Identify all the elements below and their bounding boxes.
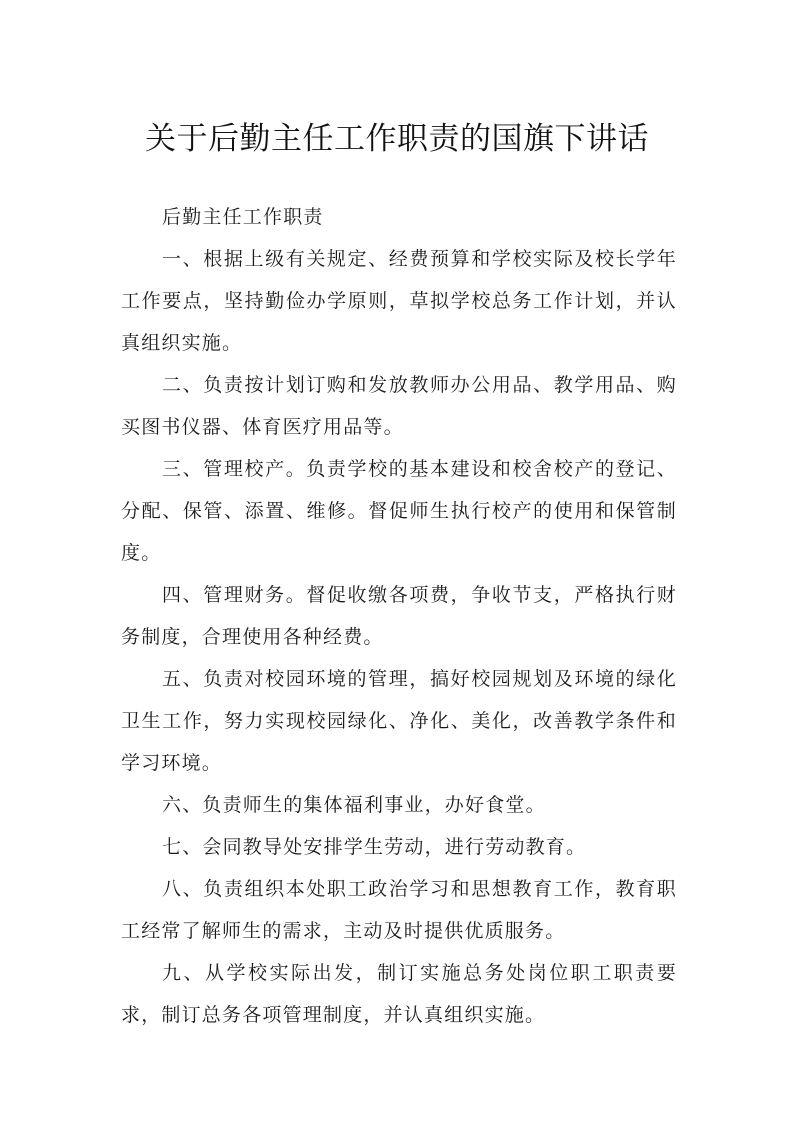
paragraph: 八、负责组织本处职工政治学习和思想教育工作，教育职工经常了解师生的需求，主动及时提供优质服务。	[121, 878, 677, 942]
paragraph: 三、管理校产。负责学校的基本建设和校舍校产的登记、分配、保管、添置、维修。督促师生执行校产的使用和保管制度。	[121, 458, 677, 564]
paragraph: 一、根据上级有关规定、经费预算和学校实际及校长学年工作要点，坚持勤俭办学原则，草拟学校总务工作计划，并认真组织实施。	[121, 248, 677, 354]
paragraph: 五、负责对校园环境的管理，搞好校园规划及环境的绿化卫生工作，努力实现校园绿化、净化、美化，改善教学条件和学习环境。	[121, 668, 677, 774]
paragraph: 六、负责师生的集体福利事业，办好食堂。	[162, 794, 546, 816]
page-title: 关于后勤主任工作职责的国旗下讲话	[145, 120, 649, 157]
paragraph: 七、会同教导处安排学生劳动，进行劳动教育。	[162, 836, 587, 858]
document-body	[121, 196, 677, 1036]
paragraph: 九、从学校实际出发，制订实施总务处岗位职工职责要求，制订总务各项管理制度，并认真组织实施。	[121, 962, 677, 1026]
section-heading: 后勤主任工作职责	[162, 206, 324, 228]
paragraph: 四、管理财务。督促收缴各项费，争收节支，严格执行财务制度，合理使用各种经费。	[121, 584, 677, 648]
paragraph: 二、负责按计划订购和发放教师办公用品、教学用品、购买图书仪器、体育医疗用品等。	[121, 374, 677, 438]
